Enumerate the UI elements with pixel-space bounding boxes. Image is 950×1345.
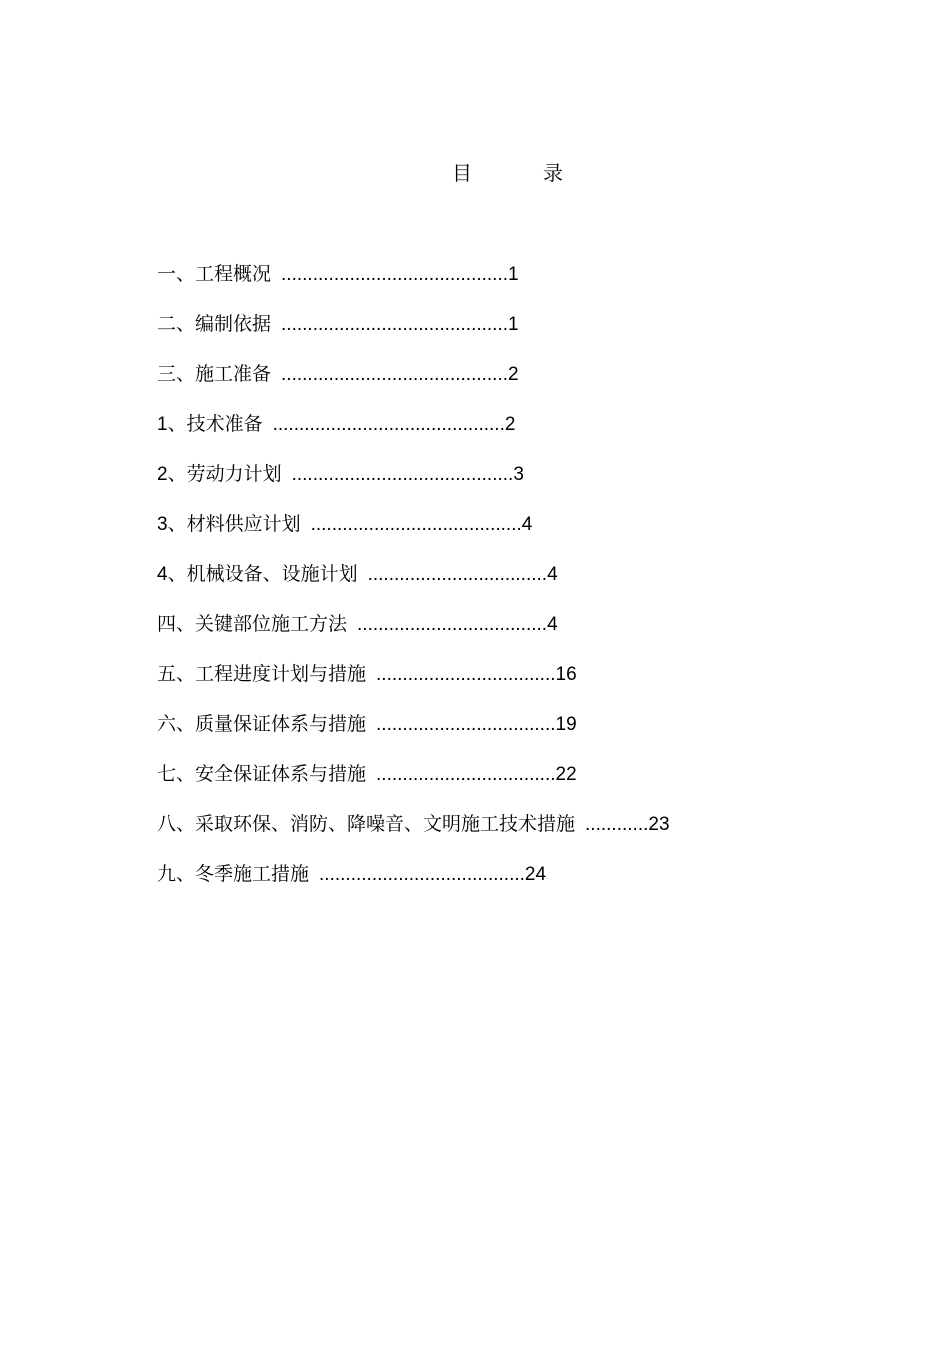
toc-entry[interactable]: [157, 459, 837, 509]
toc-entry-prefix: 3、: [157, 514, 187, 535]
toc-entry[interactable]: [157, 509, 837, 559]
toc-entry-prefix: 三、: [157, 364, 196, 385]
toc-entry[interactable]: [157, 859, 837, 909]
toc-entry-page: 22: [555, 764, 577, 785]
toc-entry-prefix: 4、: [157, 564, 187, 585]
toc-entry-leader: ...........................................: [281, 364, 509, 385]
toc-entry-prefix: 四、: [157, 614, 196, 635]
toc-entry-label: 机械设备、设施计划: [186, 563, 358, 585]
toc-entry-page: 19: [555, 714, 577, 735]
toc-entry-leader: ....................................: [357, 614, 548, 635]
toc-entry[interactable]: [157, 309, 837, 359]
toc-entry-leader: ..................................: [376, 664, 556, 685]
toc-entry-page: 4: [547, 564, 558, 585]
toc-entry-prefix: 一、: [157, 264, 196, 285]
toc-entry[interactable]: [157, 259, 837, 309]
toc-title: [0, 158, 950, 188]
toc-entry-prefix: 五、: [157, 664, 196, 685]
toc-entry-label: 编制依据: [195, 313, 272, 335]
toc-entry[interactable]: [157, 409, 837, 459]
toc-entry[interactable]: [157, 359, 837, 409]
toc-entry-page: 3: [513, 464, 524, 485]
toc-entry-prefix: 九、: [157, 864, 196, 885]
toc-entry-leader: ...........................................: [281, 314, 509, 335]
toc-entry-leader: .......................................: [319, 864, 525, 885]
toc-entry-page: 2: [508, 364, 519, 385]
toc-entry-prefix: 八、: [157, 814, 196, 835]
toc-entry[interactable]: [157, 759, 837, 809]
toc-entry-label: 工程概况: [195, 263, 272, 285]
toc-entry-label: 技术准备: [186, 413, 263, 435]
toc-entry-prefix: 二、: [157, 314, 196, 335]
toc-entry-leader: ............................................: [272, 414, 505, 435]
toc-entry-label: 施工准备: [195, 363, 272, 385]
toc-list: [157, 259, 837, 909]
toc-entry-prefix: 七、: [157, 764, 196, 785]
toc-entry-label: 材料供应计划: [186, 513, 301, 535]
toc-entry-label: 冬季施工措施: [195, 863, 310, 885]
toc-entry-page: 4: [547, 614, 558, 635]
toc-entry[interactable]: [157, 659, 837, 709]
toc-entry-label: 工程进度计划与措施: [195, 663, 367, 685]
toc-entry-label: 关键部位施工方法: [195, 613, 348, 635]
toc-entry[interactable]: [157, 609, 837, 659]
toc-entry-leader: ........................................: [310, 514, 522, 535]
toc-entry-page: 1: [508, 314, 519, 335]
toc-entry-page: 1: [508, 264, 519, 285]
toc-entry-label: 安全保证体系与措施: [195, 763, 367, 785]
toc-entry-page: 23: [648, 814, 670, 835]
toc-entry-leader: ............: [585, 814, 649, 835]
toc-entry-page: 16: [555, 664, 577, 685]
toc-entry[interactable]: [157, 709, 837, 759]
toc-entry[interactable]: [157, 809, 837, 859]
toc-entry-label: 劳动力计划: [186, 463, 282, 485]
toc-entry-label: 质量保证体系与措施: [195, 713, 367, 735]
toc-entry-leader: ..........................................: [291, 464, 514, 485]
toc-entry-page: 24: [524, 864, 547, 885]
toc-entry-page: 2: [504, 414, 516, 435]
toc-entry-prefix: 2、: [157, 464, 187, 485]
toc-entry[interactable]: [157, 559, 837, 609]
toc-entry-leader: ..................................: [376, 764, 556, 785]
toc-entry-page: 4: [521, 514, 533, 535]
toc-entry-leader: ..................................: [376, 714, 556, 735]
toc-title-char-2: 录: [543, 161, 563, 185]
toc-entry-leader: ..................................: [367, 564, 548, 585]
toc-entry-prefix: 1、: [157, 414, 187, 435]
toc-entry-leader: ...........................................: [281, 264, 509, 285]
toc-title-char-1: 目: [452, 161, 472, 185]
toc-entry-label: 采取环保、消防、降噪音、文明施工技术措施: [195, 813, 576, 835]
toc-entry-prefix: 六、: [157, 714, 196, 735]
